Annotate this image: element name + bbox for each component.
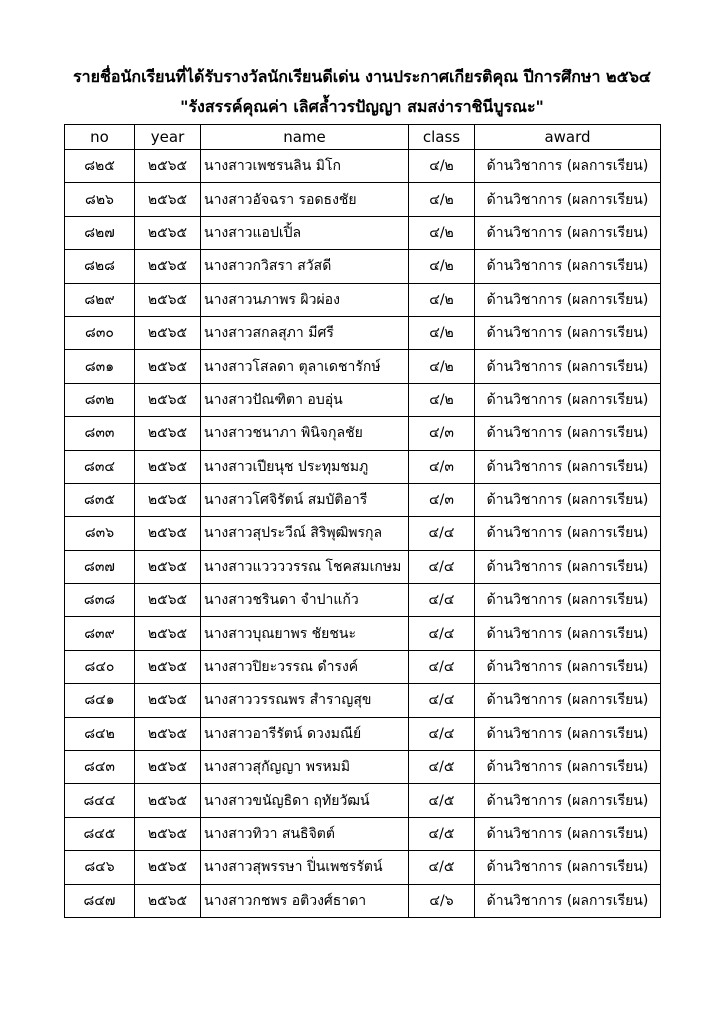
cell-year: ๒๕๖๕ <box>135 283 201 316</box>
cell-name: นางสาวชนาภา พินิจกุลชัย <box>201 417 409 450</box>
cell-name: นางสาวโศจิรัตน์ สมบัติอารี <box>201 483 409 516</box>
cell-class: ๔/๔ <box>409 517 475 550</box>
column-header-award: award <box>475 125 661 150</box>
cell-award: ด้านวิชาการ (ผลการเรียน) <box>475 183 661 216</box>
cell-award: ด้านวิชาการ (ผลการเรียน) <box>475 650 661 683</box>
cell-class: ๔/๔ <box>409 717 475 750</box>
cell-award: ด้านวิชาการ (ผลการเรียน) <box>475 483 661 516</box>
cell-name: นางสาวอารีรัตน์ ดวงมณีย์ <box>201 717 409 750</box>
cell-award: ด้านวิชาการ (ผลการเรียน) <box>475 717 661 750</box>
table-row <box>65 517 661 550</box>
column-header-class: class <box>409 125 475 150</box>
table-row <box>65 350 661 383</box>
table-row <box>65 316 661 349</box>
cell-name: นางสาวสุประวีณ์ สิริพุฒิพรกุล <box>201 517 409 550</box>
cell-class: ๔/๓ <box>409 417 475 450</box>
cell-class: ๔/๒ <box>409 150 475 183</box>
cell-award: ด้านวิชาการ (ผลการเรียน) <box>475 751 661 784</box>
cell-award: ด้านวิชาการ (ผลการเรียน) <box>475 817 661 850</box>
cell-no: ๘๓๐ <box>65 316 135 349</box>
table-row <box>65 150 661 183</box>
cell-award: ด้านวิชาการ (ผลการเรียน) <box>475 250 661 283</box>
cell-no: ๘๔๗ <box>65 884 135 917</box>
cell-award: ด้านวิชาการ (ผลการเรียน) <box>475 150 661 183</box>
cell-award: ด้านวิชาการ (ผลการเรียน) <box>475 350 661 383</box>
cell-year: ๒๕๖๕ <box>135 517 201 550</box>
table-body <box>65 150 661 918</box>
cell-award: ด้านวิชาการ (ผลการเรียน) <box>475 617 661 650</box>
cell-no: ๘๓๓ <box>65 417 135 450</box>
cell-year: ๒๕๖๕ <box>135 483 201 516</box>
cell-name: นางสาวโสลดา ตุลาเดชารักษ์ <box>201 350 409 383</box>
table-row <box>65 183 661 216</box>
cell-no: ๘๓๒ <box>65 383 135 416</box>
table-row <box>65 851 661 884</box>
cell-year: ๒๕๖๕ <box>135 584 201 617</box>
cell-class: ๔/๖ <box>409 884 475 917</box>
table-header-row <box>65 125 661 150</box>
cell-class: ๔/๕ <box>409 817 475 850</box>
table-row <box>65 550 661 583</box>
table-row <box>65 383 661 416</box>
cell-class: ๔/๒ <box>409 250 475 283</box>
cell-name: นางสาวกชพร อติวงศ์ธาดา <box>201 884 409 917</box>
cell-name: นางสาวขนัญธิดา ฤทัยวัฒน์ <box>201 784 409 817</box>
cell-name: นางสาวอัจฉรา รอดธงชัย <box>201 183 409 216</box>
cell-name: นางสาวปิยะวรรณ ดำรงค์ <box>201 650 409 683</box>
cell-no: ๘๔๐ <box>65 650 135 683</box>
table-row <box>65 450 661 483</box>
table-row <box>65 884 661 917</box>
cell-name: นางสาวเพชรนลิน มิโก <box>201 150 409 183</box>
cell-class: ๔/๒ <box>409 283 475 316</box>
cell-no: ๘๒๘ <box>65 250 135 283</box>
cell-no: ๘๓๘ <box>65 584 135 617</box>
column-header-no: no <box>65 125 135 150</box>
cell-year: ๒๕๖๕ <box>135 183 201 216</box>
cell-class: ๔/๒ <box>409 383 475 416</box>
cell-no: ๘๒๖ <box>65 183 135 216</box>
cell-award: ด้านวิชาการ (ผลการเรียน) <box>475 517 661 550</box>
table-row <box>65 617 661 650</box>
cell-award: ด้านวิชาการ (ผลการเรียน) <box>475 550 661 583</box>
cell-class: ๔/๒ <box>409 350 475 383</box>
cell-name: นางสาวแอปเปิ้ล <box>201 216 409 249</box>
cell-award: ด้านวิชาการ (ผลการเรียน) <box>475 283 661 316</box>
cell-no: ๘๔๖ <box>65 851 135 884</box>
cell-name: นางสาวสุพรรษา ปิ่นเพชรรัตน์ <box>201 851 409 884</box>
cell-no: ๘๒๕ <box>65 150 135 183</box>
document-subtitle: "รังสรรค์คุณค่า เลิศล้ำวรปัญญา สมสง่าราชินีบูรณะ" <box>180 97 544 116</box>
cell-award: ด้านวิชาการ (ผลการเรียน) <box>475 216 661 249</box>
cell-class: ๔/๒ <box>409 216 475 249</box>
awards-table <box>64 124 661 918</box>
cell-class: ๔/๕ <box>409 784 475 817</box>
cell-award: ด้านวิชาการ (ผลการเรียน) <box>475 884 661 917</box>
table-row <box>65 784 661 817</box>
cell-year: ๒๕๖๕ <box>135 650 201 683</box>
cell-year: ๒๕๖๕ <box>135 784 201 817</box>
cell-award: ด้านวิชาการ (ผลการเรียน) <box>475 383 661 416</box>
table-row <box>65 216 661 249</box>
cell-class: ๔/๔ <box>409 550 475 583</box>
cell-name: นางสาวแววววรรณ โชคสมเกษม <box>201 550 409 583</box>
cell-no: ๘๓๔ <box>65 450 135 483</box>
cell-name: นางสาวชรินดา จำปาแก้ว <box>201 584 409 617</box>
cell-class: ๔/๔ <box>409 584 475 617</box>
cell-name: นางสาวสกลสุภา มีศรี <box>201 316 409 349</box>
cell-year: ๒๕๖๕ <box>135 216 201 249</box>
cell-year: ๒๕๖๕ <box>135 350 201 383</box>
cell-no: ๘๔๕ <box>65 817 135 850</box>
cell-year: ๒๕๖๕ <box>135 450 201 483</box>
cell-class: ๔/๔ <box>409 617 475 650</box>
table-row <box>65 584 661 617</box>
cell-class: ๔/๓ <box>409 450 475 483</box>
cell-no: ๘๓๙ <box>65 617 135 650</box>
cell-class: ๔/๔ <box>409 650 475 683</box>
cell-class: ๔/๓ <box>409 483 475 516</box>
cell-name: นางสาววรรณพร สำราญสุข <box>201 684 409 717</box>
cell-award: ด้านวิชาการ (ผลการเรียน) <box>475 417 661 450</box>
cell-year: ๒๕๖๕ <box>135 684 201 717</box>
cell-year: ๒๕๖๕ <box>135 417 201 450</box>
cell-class: ๔/๕ <box>409 851 475 884</box>
column-header-year: year <box>135 125 201 150</box>
cell-no: ๘๓๑ <box>65 350 135 383</box>
cell-award: ด้านวิชาการ (ผลการเรียน) <box>475 684 661 717</box>
cell-class: ๔/๔ <box>409 684 475 717</box>
cell-name: นางสาวนภาพร ผิวผ่อง <box>201 283 409 316</box>
table-row <box>65 250 661 283</box>
cell-year: ๒๕๖๕ <box>135 316 201 349</box>
cell-name: นางสาวสุกัญญา พรหมมิ <box>201 751 409 784</box>
cell-year: ๒๕๖๕ <box>135 851 201 884</box>
cell-year: ๒๕๖๕ <box>135 817 201 850</box>
cell-class: ๔/๒ <box>409 316 475 349</box>
cell-year: ๒๕๖๕ <box>135 150 201 183</box>
cell-year: ๒๕๖๕ <box>135 250 201 283</box>
cell-award: ด้านวิชาการ (ผลการเรียน) <box>475 450 661 483</box>
cell-class: ๔/๒ <box>409 183 475 216</box>
document-title: รายชื่อนักเรียนที่ได้รับรางวัลนักเรียนดีเด่น งานประกาศเกียรติคุณ ปีการศึกษา ๒๕๖๔ <box>73 67 651 86</box>
cell-award: ด้านวิชาการ (ผลการเรียน) <box>475 851 661 884</box>
cell-no: ๘๓๕ <box>65 483 135 516</box>
cell-award: ด้านวิชาการ (ผลการเรียน) <box>475 784 661 817</box>
cell-name: นางสาวทิวา สนธิจิตต์ <box>201 817 409 850</box>
table-row <box>65 650 661 683</box>
cell-no: ๘๔๑ <box>65 684 135 717</box>
cell-no: ๘๓๖ <box>65 517 135 550</box>
cell-no: ๘๒๙ <box>65 283 135 316</box>
table-row <box>65 483 661 516</box>
cell-name: นางสาวกวิสรา สวัสดี <box>201 250 409 283</box>
cell-year: ๒๕๖๕ <box>135 717 201 750</box>
cell-no: ๘๓๗ <box>65 550 135 583</box>
cell-no: ๘๔๓ <box>65 751 135 784</box>
cell-award: ด้านวิชาการ (ผลการเรียน) <box>475 316 661 349</box>
cell-no: ๘๒๗ <box>65 216 135 249</box>
cell-year: ๒๕๖๕ <box>135 751 201 784</box>
cell-year: ๒๕๖๕ <box>135 617 201 650</box>
cell-year: ๒๕๖๕ <box>135 884 201 917</box>
cell-year: ๒๕๖๕ <box>135 550 201 583</box>
cell-no: ๘๔๔ <box>65 784 135 817</box>
table-row <box>65 684 661 717</box>
table-row <box>65 417 661 450</box>
cell-name: นางสาวปัณฑิตา อบอุ่น <box>201 383 409 416</box>
table-row <box>65 717 661 750</box>
cell-class: ๔/๕ <box>409 751 475 784</box>
cell-year: ๒๕๖๕ <box>135 383 201 416</box>
table-row <box>65 751 661 784</box>
cell-award: ด้านวิชาการ (ผลการเรียน) <box>475 584 661 617</box>
cell-no: ๘๔๒ <box>65 717 135 750</box>
cell-name: นางสาวบุณยาพร ชัยชนะ <box>201 617 409 650</box>
cell-name: นางสาวเปียนุช ประทุมชมภู <box>201 450 409 483</box>
column-header-name: name <box>201 125 409 150</box>
table-row <box>65 283 661 316</box>
table-row <box>65 817 661 850</box>
